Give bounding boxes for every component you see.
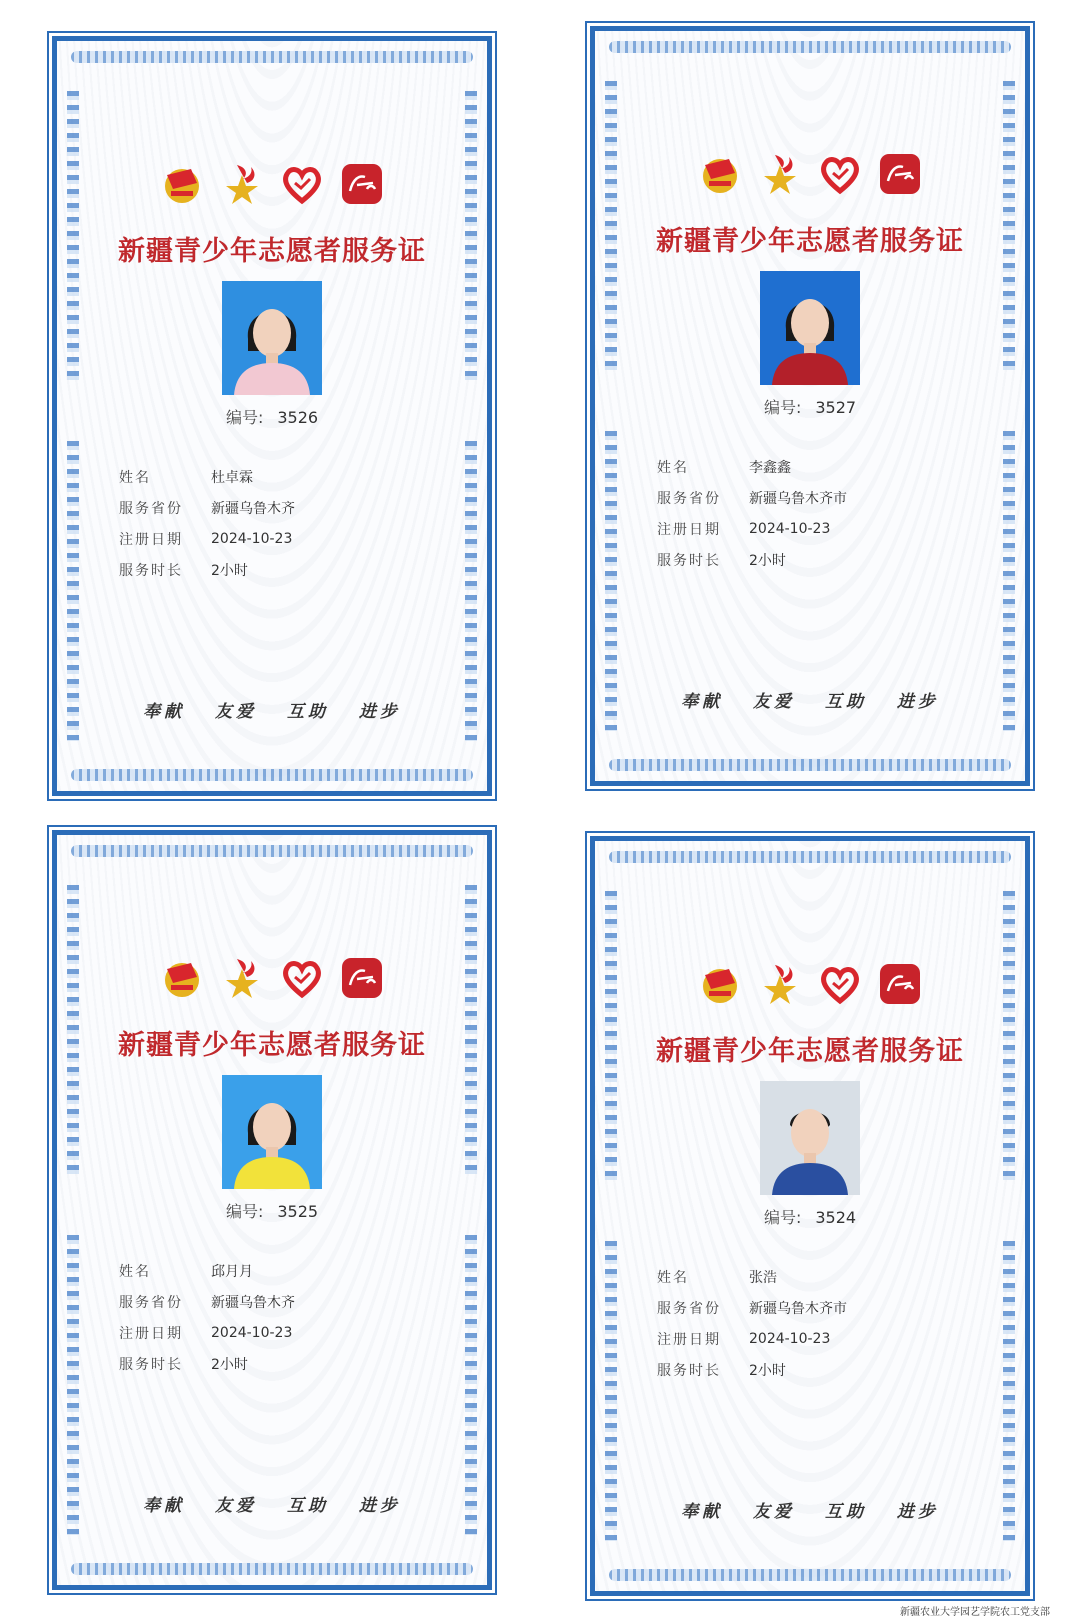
field-label: 注册日期 xyxy=(657,521,721,538)
field-value: 2小时 xyxy=(211,1356,248,1373)
certificate-title: 新疆青少年志愿者服务证 xyxy=(656,226,964,257)
field-label: 姓名 xyxy=(119,1263,151,1280)
info-row-name xyxy=(119,1255,295,1286)
field-label: 姓名 xyxy=(119,469,151,486)
shiliu-app-icon xyxy=(339,161,385,207)
field-value: 张浩 xyxy=(749,1269,777,1286)
field-value: 2小时 xyxy=(749,552,786,569)
volunteer-card xyxy=(52,830,492,1590)
field-label: 注册日期 xyxy=(119,1325,183,1342)
shiliu-app-icon xyxy=(877,151,923,197)
heart-hand-icon xyxy=(279,955,325,1001)
field-label: 服务时长 xyxy=(657,1362,721,1379)
left-ornament-border xyxy=(67,1235,79,1535)
left-ornament-border xyxy=(605,1241,617,1541)
left-ornament-border xyxy=(67,441,79,741)
info-row-hours xyxy=(119,554,295,585)
field-value: 邱月月 xyxy=(211,1263,253,1280)
field-value: 新疆乌鲁木齐市 xyxy=(749,490,847,507)
youth-league-emblem-icon xyxy=(697,961,743,1007)
field-label: 服务省份 xyxy=(657,490,721,507)
info-row-name xyxy=(119,461,295,492)
number-value: 3525 xyxy=(277,1202,319,1221)
volunteer-card xyxy=(52,36,492,796)
info-row-hours xyxy=(657,544,847,575)
right-ornament-border xyxy=(1003,1241,1015,1541)
field-label: 服务省份 xyxy=(119,500,183,517)
certificate-title: 新疆青少年志愿者服务证 xyxy=(118,236,426,267)
field-value: 2024-10-23 xyxy=(749,1330,831,1347)
certificate-number xyxy=(57,1199,487,1222)
volunteer-star-torch-icon xyxy=(757,151,803,197)
info-row-province xyxy=(119,1286,295,1317)
field-value: 李鑫鑫 xyxy=(749,459,791,476)
number-label: 编号: xyxy=(763,1208,802,1227)
field-value: 2小时 xyxy=(749,1362,786,1379)
youth-league-emblem-icon xyxy=(159,161,205,207)
top-ornament-border xyxy=(71,51,473,63)
info-row-name xyxy=(657,1261,847,1292)
motto: 奉献 友爱 互助 进步 xyxy=(143,1496,401,1516)
right-ornament-border xyxy=(1003,431,1015,731)
volunteer-star-torch-icon xyxy=(219,955,265,1001)
logo-row xyxy=(57,161,487,207)
field-value: 2024-10-23 xyxy=(211,1324,293,1341)
field-value: 2024-10-23 xyxy=(211,530,293,547)
info-row-hours xyxy=(657,1354,847,1385)
field-label: 服务省份 xyxy=(119,1294,183,1311)
bottom-ornament-border xyxy=(609,759,1011,771)
left-ornament-border xyxy=(605,431,617,731)
info-row-province xyxy=(119,492,295,523)
volunteer-photo xyxy=(760,1081,860,1195)
number-label: 编号: xyxy=(763,398,802,417)
volunteer-card xyxy=(590,836,1030,1596)
field-label: 服务省份 xyxy=(657,1300,721,1317)
field-label: 服务时长 xyxy=(657,552,721,569)
volunteer-photo xyxy=(222,1075,322,1189)
volunteer-star-torch-icon xyxy=(757,961,803,1007)
logo-row xyxy=(595,961,1025,1007)
heart-hand-icon xyxy=(817,151,863,197)
info-table xyxy=(119,1255,295,1379)
top-ornament-border xyxy=(71,845,473,857)
field-label: 姓名 xyxy=(657,1269,689,1286)
volunteer-photo xyxy=(222,281,322,395)
youth-league-emblem-icon xyxy=(697,151,743,197)
footer-caption: 新疆农业大学园艺学院农工党支部 xyxy=(900,1607,1050,1618)
info-row-date xyxy=(119,523,295,554)
logo-row xyxy=(595,151,1025,197)
certificate-number xyxy=(595,1205,1025,1228)
volunteer-card xyxy=(590,26,1030,786)
field-value: 新疆乌鲁木齐市 xyxy=(749,1300,847,1317)
info-row-province xyxy=(657,482,847,513)
info-row-date xyxy=(119,1317,295,1348)
info-table xyxy=(657,451,847,575)
top-ornament-border xyxy=(609,41,1011,53)
motto: 奉献 友爱 互助 进步 xyxy=(681,692,939,712)
number-value: 3526 xyxy=(277,408,319,427)
motto: 奉献 友爱 互助 进步 xyxy=(681,1502,939,1522)
certificate-number xyxy=(57,405,487,428)
logo-row xyxy=(57,955,487,1001)
field-label: 注册日期 xyxy=(119,531,183,548)
motto: 奉献 友爱 互助 进步 xyxy=(143,702,401,722)
field-label: 姓名 xyxy=(657,459,689,476)
number-value: 3527 xyxy=(815,398,857,417)
certificate-title: 新疆青少年志愿者服务证 xyxy=(118,1030,426,1061)
number-label: 编号: xyxy=(225,408,264,427)
field-label: 注册日期 xyxy=(657,1331,721,1348)
youth-league-emblem-icon xyxy=(159,955,205,1001)
info-row-date xyxy=(657,513,847,544)
info-table xyxy=(657,1261,847,1385)
info-table xyxy=(119,461,295,585)
field-label: 服务时长 xyxy=(119,562,183,579)
shiliu-app-icon xyxy=(339,955,385,1001)
info-row-hours xyxy=(119,1348,295,1379)
certificate-number xyxy=(595,395,1025,418)
field-label: 服务时长 xyxy=(119,1356,183,1373)
certificate-title: 新疆青少年志愿者服务证 xyxy=(656,1036,964,1067)
info-row-province xyxy=(657,1292,847,1323)
field-value: 杜卓霖 xyxy=(211,469,253,486)
right-ornament-border xyxy=(465,1235,477,1535)
shiliu-app-icon xyxy=(877,961,923,1007)
volunteer-star-torch-icon xyxy=(219,161,265,207)
bottom-ornament-border xyxy=(609,1569,1011,1581)
field-value: 2024-10-23 xyxy=(749,520,831,537)
right-ornament-border xyxy=(465,441,477,741)
info-row-name xyxy=(657,451,847,482)
number-value: 3524 xyxy=(815,1208,857,1227)
field-value: 新疆乌鲁木齐 xyxy=(211,500,295,517)
top-ornament-border xyxy=(609,851,1011,863)
field-value: 2小时 xyxy=(211,562,248,579)
field-value: 新疆乌鲁木齐 xyxy=(211,1294,295,1311)
heart-hand-icon xyxy=(817,961,863,1007)
bottom-ornament-border xyxy=(71,769,473,781)
heart-hand-icon xyxy=(279,161,325,207)
info-row-date xyxy=(657,1323,847,1354)
volunteer-photo xyxy=(760,271,860,385)
number-label: 编号: xyxy=(225,1202,264,1221)
bottom-ornament-border xyxy=(71,1563,473,1575)
